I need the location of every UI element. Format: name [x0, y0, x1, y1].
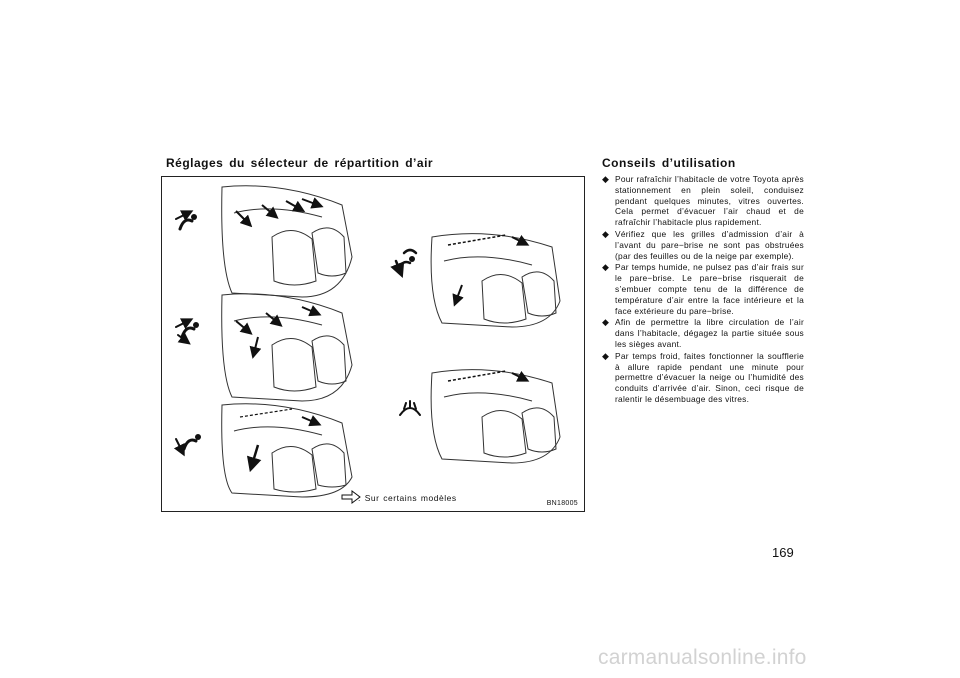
cabin-drawing-defrost	[431, 370, 560, 463]
list-item	[601, 174, 804, 228]
bi-level-mode-icon	[176, 321, 199, 341]
list-item	[601, 317, 804, 349]
face-mode-icon	[176, 213, 197, 229]
airflow-settings-heading: Réglages du sélecteur de répartition d’air	[166, 156, 434, 170]
list-item	[601, 262, 804, 316]
diamond-bullet-icon: ◆	[602, 228, 610, 239]
usage-tips-list	[601, 174, 804, 406]
tip-text: Pour rafraîchir l’habitacle de votre Toyota après stationnement en plein soleil, conduisez pendant quelques minutes, vitres ouvertes. Cela permet d’évacuer l’air chaud et de rafraîchir l’habitacle plus rapidement.	[615, 174, 804, 228]
diamond-bullet-icon: ◆	[602, 350, 610, 361]
usage-tips-heading: Conseils d’utilisation	[602, 156, 736, 170]
watermark: carmanualsonline.info	[598, 646, 807, 669]
diamond-bullet-icon: ◆	[602, 174, 610, 184]
tip-text: Vérifiez que les grilles d’admission d’air à l’avant du pare−brise ne sont pas obstruées (par des feuilles ou de la neige par exemple).	[615, 228, 804, 261]
list-item	[601, 229, 804, 261]
airflow-diagram	[162, 177, 586, 513]
tip-text: Afin de permettre la libre circulation de l’air dans l’habitacle, dégagez la partie située sous les sièges avant.	[615, 317, 804, 349]
cabin-drawing-foot	[222, 404, 352, 497]
list-item	[601, 351, 804, 405]
tip-text: Par temps humide, ne pulsez pas d’air frais sur le pare−brise. Le pare−brise risquerait de s’embuer compte tenu de la différence de température d’air entre la face intérieure et la face extérieure du pare−brise.	[615, 262, 804, 316]
diamond-bullet-icon: ◆	[602, 317, 610, 328]
page-number: 169	[772, 545, 794, 560]
legend-text: : Sur certains modèles	[358, 493, 457, 503]
diamond-bullet-icon: ◆	[602, 262, 610, 273]
figure-legend	[358, 493, 457, 503]
cabin-drawing-face	[222, 186, 352, 297]
foot-defrost-mode-icon	[396, 250, 416, 271]
tip-text: Par temps froid, faites fonctionner la soufflerie à allure rapide pendant une minute pour permettre d’évacuer la neige ou l’humidité des conduits d’arrivée d’air. Sinon, ceci risque de ralentir le désembuage des vitres.	[615, 350, 804, 404]
cabin-drawing-foot-defrost	[431, 234, 560, 327]
foot-mode-icon	[176, 434, 201, 451]
figure-code: BN18005	[546, 500, 578, 507]
airflow-illustration	[161, 176, 585, 512]
cabin-drawing-bi-level	[222, 294, 352, 401]
defrost-mode-icon	[400, 401, 420, 415]
